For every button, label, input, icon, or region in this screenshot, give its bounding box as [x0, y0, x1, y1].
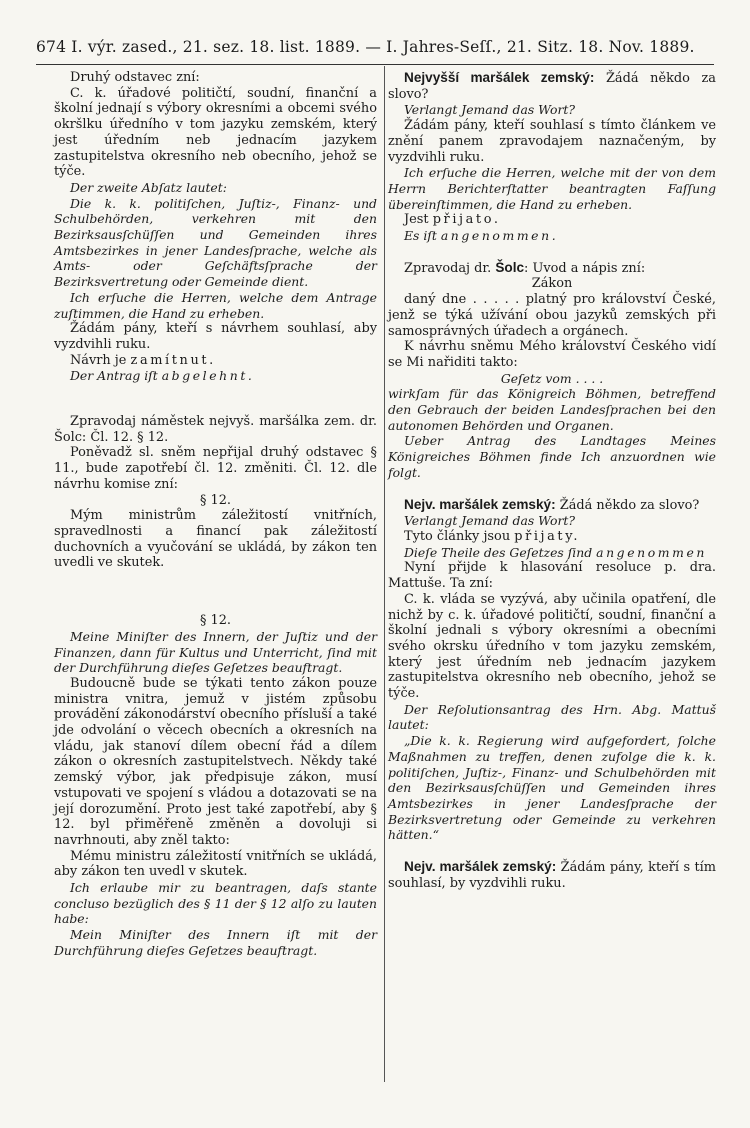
- spacer: [388, 244, 716, 260]
- german-paragraph: Der Antrag iſt abgelehnt.: [70, 368, 255, 384]
- speaker-line: Nejv. maršálek zemský: Žádám pány, kteří s tím souhlasí, by vyzdvihli ruku.: [388, 859, 716, 891]
- section-heading: § 12.: [199, 492, 232, 508]
- german-paragraph: Verlangt Jemand das Wort?: [404, 513, 576, 529]
- spacer: [388, 481, 716, 497]
- german-paragraph: Mein Miniſter des Innern iſt mit der Durchführung dieſes Geſetzes beauftragt.: [54, 927, 377, 958]
- german-paragraph: Verlangt Jemand das Wort?: [404, 102, 576, 118]
- german-heading: Geſetz vom . . . .: [500, 370, 604, 386]
- german-paragraph: Der Reſolutionsantrag des Hrn. Abg. Mattuš lautet:: [388, 701, 716, 733]
- header-rule: [36, 64, 714, 65]
- paragraph: Tyto články jsou přijaty.: [404, 528, 581, 544]
- speaker-line: Zpravodaj dr. Šolc: Uvod a nápis zní:: [404, 259, 646, 276]
- paragraph: Budoucně bude se týkati tento zákon pouze ministra vnitra, jemuž v jistém způsobu provádění zákonodárství obecního přísluší a také jde odvolání o věcech obecních a okresních na vládu, jak stanoví dílem obecní řád a dílem zákon o okresních zastupitelstvech. Někdy také zemský výbor, jak předpisuje zákon, musí vstupovati ve spojení s vládou a dotazovati se na její dorozumění. Proto jest také zapotřebí, aby § 12. byl přiměřeně změněn a dovoluji si navrhnouti, aby zněl takto:: [54, 675, 377, 848]
- section-heading: Zákon: [531, 276, 573, 292]
- paragraph: Druhý odstavec zní:: [70, 70, 200, 85]
- german-paragraph: Ich erlaube mir zu beantragen, daſs stante concluso bezüglich des § 11 der § 12 alſo zu lauten habe:: [54, 880, 377, 927]
- paragraph: K návrhu sněmu Mého království Českého vidí se Mi nařiditi takto:: [388, 339, 716, 370]
- spacer: [54, 384, 377, 414]
- german-paragraph: Meine Miniſter des Innern, der Juſtiz und der Finanzen, dann für Kultus und Unterricht, ſind mit der Durchführung dieſes Geſetzes beauftragt.: [54, 628, 377, 676]
- german-paragraph: Ueber Antrag des Landtages Meines Königreiches Böhmen finde Ich anzuordnen wie folgt.: [388, 433, 716, 480]
- paragraph: Návrh je zamítnut.: [70, 352, 216, 368]
- german-paragraph: Der zweite Abſatz lautet:: [70, 179, 227, 195]
- paragraph: Zpravodaj náměstek nejvyš. maršálka zem. dr. Šolc: Čl. 12. § 12.: [54, 414, 377, 445]
- paragraph: Poněvadž sl. sněm nepřijal druhý odstavec § 11., bude zapotřebí čl. 12. změniti. Čl. 12. dle návrhu komise zní:: [54, 445, 377, 492]
- paragraph: C. k. úřadové političtí, soudní, finanční a školní jednají s výbory okresními a obcemi svého okršlku úředního v tom jazyku zemském, který jest úředním neb jednacím jazykem zastupitelstva okresního neb obecního, jehož se týče.: [54, 85, 377, 180]
- paragraph: Jest přijato.: [404, 212, 501, 228]
- paragraph: Mým ministrům záležitostí vnitřních, spravedlnosti a financí pak záležitostí duchovních a vyučování se ukládá, by zákon ten uvedli ve skutek.: [54, 508, 377, 571]
- paragraph: Mému ministru záležitostí vnitřních se ukládá, aby zákon ten uvedl v skutek.: [54, 848, 377, 880]
- page-header: 674 I. výr. zased., 21. sez. 18. list. 1889. — I. Jahres-Seſſ., 21. Sitz. 18. Nov. 1889.: [36, 38, 695, 56]
- paragraph: Nyní přijde k hlasování resoluce p. dra. Mattuše. Ta zní:: [388, 560, 716, 592]
- speaker-line: Nejv. maršálek zemský: Žádá někdo za slovo?: [404, 496, 700, 513]
- german-paragraph: Dieſe Theile des Geſetzes ſind angenommen: [404, 544, 707, 560]
- paragraph: Žádám pány, kteří s návrhem souhlasí, aby vyzdvihli ruku.: [54, 321, 377, 352]
- paragraph: daný dne . . . . . platný pro království České, jenž se týká užívání obou jazyků zemských při samosprávných úřadech a orgánech.: [388, 292, 716, 339]
- speaker-line: Nejvyšší maršálek zemský: Žádá někdo za slovo?: [388, 70, 716, 102]
- section-heading: § 12.: [199, 613, 232, 629]
- german-paragraph: Es iſt angenommen.: [404, 228, 559, 244]
- spacer: [388, 843, 716, 859]
- spacer: [54, 571, 377, 613]
- paragraph: C. k. vláda se vyzývá, aby učinila opatření, dle nichž by c. k. úřadové političtí, soudní, finanční a školní jednali s výbory okresními a obecními svého okrsku úředního v tom jazyku zemském, který jest úředním neb jednacím jazykem zastupitelstva okresního neb obecního, jehož se týče.: [388, 591, 716, 702]
- right-column: [388, 70, 716, 891]
- left-column: [54, 70, 377, 959]
- german-paragraph: Ich erſuche die Herren, welche mit der von dem Herrn Berichterſtatter beantragten Faſſung übereinſtimmen, die Hand zu erheben.: [388, 165, 716, 212]
- paragraph: Žádám pány, kteří souhlasí s tímto článkem ve znění panem zpravodajem naznačeným, by vyzdvihli ruku.: [388, 118, 716, 165]
- german-paragraph: Ich erſuche die Herren, welche dem Antrage zuſtimmen, die Hand zu erheben.: [54, 289, 377, 321]
- german-paragraph: wirkſam für das Königreich Böhmen, betreffend den Gebrauch der beiden Landesſprachen bei den autonomen Behörden und Organen.: [388, 386, 716, 433]
- column-divider: [384, 66, 385, 1082]
- german-paragraph: „Die k. k. Regierung wird aufgefordert, ſolche Maßnahmen zu treffen, denen zufolge die k. k. politiſchen, Juſtiz-, Finanz- und Schulbehörden mit den Bezirksausſchüſſen und Gemeinden ihres Amtsbezirkes in jener Landesſprache der Bezirksvertretung oder Gemeinde zu verkehren hätten.“: [388, 733, 716, 843]
- german-paragraph: Die k. k. politiſchen, Juſtiz-, Finanz- und Schulbehörden, verkehren mit den Bezirksausſchüſſen und Gemeinden ihres Amtsbezirkes in jener Landesſprache, welche als Amts- oder Geſchäftsſprache der Bezirksvertretung oder Gemeinde dient.: [54, 195, 377, 290]
